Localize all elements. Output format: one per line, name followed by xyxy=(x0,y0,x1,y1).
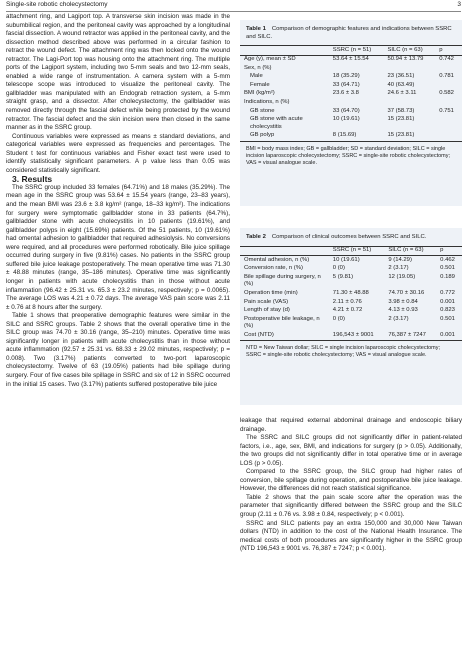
table-cell: 33 (64.71) xyxy=(332,81,360,88)
table-row xyxy=(240,132,462,141)
table-cell: 0.501 xyxy=(440,265,455,272)
table-cell xyxy=(435,81,462,90)
table-cell: 33 (64.70) xyxy=(332,107,360,114)
table-row xyxy=(240,116,462,132)
table-cell xyxy=(435,116,462,132)
table-cell: Female xyxy=(250,81,270,88)
table-row xyxy=(240,90,462,99)
table-cell: 0.781 xyxy=(439,73,454,80)
table-1-grid xyxy=(240,45,462,142)
table-row xyxy=(240,107,462,116)
table-label: Table 2 xyxy=(246,234,266,240)
table-cell: 4.13 ± 0.93 xyxy=(388,307,418,314)
table-cell: Bile spillage during surgery, n (%) xyxy=(244,273,321,288)
table-cell: 5 (9.81) xyxy=(332,273,354,280)
body-paragraph: attachment ring, and Lagiport top. A transverse skin incision was made in the subumbilical region, and the peritoneal cavity was approached by a longitudinal fascial dissection. A wound retractor was applied in the peritoneal cavity, and the dissection method described above was performed in a circular fashion to retract the wound defect. The attachment ring was then locked onto the wound retractor. The Lagi-Port top was housing onto the attachment ring. The multiple ports of the Lagiport system, including two 5-mm seals and two 12-mm seals, enabled a wide range of instrumentation. A camera system with a 5-mm telescope scope was introduced to visualize the peritoneal cavity. The gallbladder was manipulated with an Endograb retraction system, a 5-mm straight grasp, and a dissector. After cholecystectomy, the gallbladder was removed directly through the fascial defect while being protected by the wound retractor. The fascial defect and the skin incision were then closed in the same manner as in the SSRC group. xyxy=(6,13,230,132)
table-cell: 10 (19.61) xyxy=(332,256,360,263)
table-header-cell xyxy=(240,246,329,256)
table-row xyxy=(240,81,462,90)
table-cell: Omental adhesion, n (%) xyxy=(244,256,310,263)
table-cell: 0.462 xyxy=(440,256,455,263)
table-cell: 71.30 ± 48.88 xyxy=(332,289,369,296)
table-cell xyxy=(329,99,384,108)
table-row xyxy=(240,55,462,64)
table-header-cell: SILC (n = 63) xyxy=(388,247,424,253)
table-cell: 0.001 xyxy=(440,298,455,305)
table-cell: 2 (3.17) xyxy=(388,315,409,322)
table-cell: Operation time (min) xyxy=(244,289,298,296)
table-cell: 0.751 xyxy=(439,107,454,114)
section-heading: 3. Results xyxy=(12,174,53,185)
body-paragraph: The SSRC group included 33 females (64.71%) and 18 males (35.29%). The mean age in the SSRC group was 53.64 ± 15.54 years (range, 23–83 years), and the mean BMI was 23.6 ± 3.8 kg/m² (range, 18–33 kg/m²). The indications for surgery were symptomatic gallbladder stone in 33 patients (64.7%), gallbladder stone with acute cholecystitis in 10 patients (19.61%), and gallbladder polyps in eight (15.69%) patients. Of the 51 patients, 10 (19.61%) had omental adhesion to gallbladder that required adhesiolysis. No conversions were required, and all procedures were performed robotically. Bile juice spillage occurred during surgery in five (9.81%) cases. No patients in the SSRC group suffered bile juice leakage postoperatively. The mean operative time was 71.30 ± 48.88 minutes (range, 35–186 minutes). Operative time was significantly longer in patients with acute cholecystitis than in those without acute inflammation (96.42 ± 25.31 vs. 65.3 ± 23.2 minutes, respectively; p = 0.0065). The average LOS was 4.21 ± 0.72 days. The average VAS pain score was 2.11 ± 0.76 at 8 hours after the surgery. xyxy=(6,183,230,311)
table-cell xyxy=(329,64,384,73)
table-cell: 53.64 ± 15.54 xyxy=(332,56,369,63)
table-cell: 4.21 ± 0.72 xyxy=(332,307,363,314)
running-header xyxy=(6,1,461,12)
table-cell xyxy=(435,99,462,108)
table-cell: Indications, n (%) xyxy=(244,99,290,106)
left-column xyxy=(6,13,230,389)
table-cell: 15 (23.81) xyxy=(387,132,415,139)
table-cell: 12 (19.05) xyxy=(388,273,416,280)
body-paragraph: Table 2 shows that the pain scale score after the operation was the parameter that significantly differed between the SSRC group and the SILC group (2.11 ± 0.76 vs. 3.98 ± 0.84, respectively; p < 0.001). xyxy=(240,493,462,519)
table-footnote: NTD = New Taiwan dollar; SILC = single incision laparoscopic cholecystectomy; SSRC = single-site robotic cholecystectomy; VAS = visual analogue scale. xyxy=(246,345,441,359)
body-paragraph: SSRC and SILC patients pay an extra 150,000 and 30,000 New Taiwan dollars (NTD) in addition to the cost of the National Health Insurance. The medical costs of both procedures are significantly higher in the SSRC group (NTD 196,543 ± 9001 vs. 76,387 ± 7247; p < 0.001). xyxy=(240,519,462,553)
right-column xyxy=(240,417,462,554)
table-cell: Postoperative bile leakage, n (%) xyxy=(244,315,320,330)
table-row xyxy=(240,99,462,108)
table-header-cell xyxy=(240,46,329,56)
table-cell: 0 (0) xyxy=(332,315,345,322)
table-header-cell: SSRC (n = 51) xyxy=(332,247,372,253)
table-label: Table 1 xyxy=(246,26,266,32)
table-cell: 15 (23.81) xyxy=(387,116,415,123)
table-row xyxy=(240,331,462,340)
table-cell: 37 (58.73) xyxy=(387,107,415,114)
table-cell xyxy=(435,132,462,141)
table-cell: 50.94 ± 13.79 xyxy=(387,56,424,63)
body-paragraph: Continuous variables were expressed as means ± standard deviations, and categorical variables were expressed as frequencies and percentages. The Student t test for continuous variables and Fisher exact test were used to identify statistically significant parameters. A p value less than 0.05 was considered statistically significant. xyxy=(6,132,230,174)
table-cell: Male xyxy=(250,73,263,80)
table-cell: Age (y), mean ± SD xyxy=(244,56,296,63)
table-2 xyxy=(240,228,462,405)
body-paragraph: Table 1 shows that preoperative demographic features were similar in the SILC and SSRC groups. Table 2 shows that the overall operative time in the SILC group was 74.70 ± 30.16 (range, 35–210) minutes. Operative time was significantly longer in patients with acute cholecystitis than in those without acute inflammation (92.57 ± 25.31 vs. 68.33 ± 29.02 minutes, respectively; p = 0.008). Two (3.17%) patients converted to two-port laparoscopic cholecystectomy. Twelve of 63 (19.05%) patients had bile spillage during surgery. Four of five cases bile spillage in SSRC and six of 12 in SSRC occurred in the initial 15 cases. Two (3.17%) patients suffered postoperative bile juice xyxy=(6,312,230,388)
table-cell: 0.742 xyxy=(439,56,454,63)
table-row xyxy=(240,64,462,73)
table-row xyxy=(240,273,462,289)
body-paragraph: leakage that required external abdominal drainage and endoscopic biliary drainage. xyxy=(240,417,462,433)
table-caption-text: Comparison of clinical outcomes between SSRC and SILC. xyxy=(271,234,427,240)
table-cell xyxy=(435,64,462,73)
table-cell: 74.70 ± 30.16 xyxy=(388,289,425,296)
table-cell xyxy=(383,64,435,73)
table-cell: 2 (3.17) xyxy=(388,265,409,272)
table-1 xyxy=(240,20,462,206)
table-caption xyxy=(240,228,462,246)
table-cell: 2.11 ± 0.76 xyxy=(332,298,362,305)
table-row xyxy=(240,73,462,82)
table-footnote: BMI = body mass index; GB = gallbladder; SD = standard deviation; SILC = single incision laparoscopic cholecystectomy; SSRC = single-site robotic cholecystectomy; VAS = visual analogue scale. xyxy=(246,145,451,167)
table-row xyxy=(240,307,462,316)
table-header-cell: SSRC (n = 51) xyxy=(332,46,372,53)
table-cell: 9 (14.29) xyxy=(388,256,412,263)
table-cell: Length of stay (d) xyxy=(244,307,290,314)
table-row xyxy=(240,298,462,307)
table-cell: Pain scale (VAS) xyxy=(244,298,289,305)
table-cell: 40 (63.49) xyxy=(387,81,415,88)
table-row xyxy=(240,265,462,274)
page-number: 3 xyxy=(457,1,461,8)
table-caption xyxy=(240,20,462,45)
table-cell: GB polyp xyxy=(250,132,275,139)
table-cell: 18 (35.29) xyxy=(332,73,360,80)
table-header-row xyxy=(240,246,462,256)
table-cell: 23 (36.51) xyxy=(387,73,415,80)
table-cell: 196,543 ± 9001 xyxy=(332,331,374,338)
table-cell: 8 (15.69) xyxy=(332,132,357,139)
table-header-cell: p xyxy=(440,247,444,253)
table-cell: 0.582 xyxy=(439,90,454,97)
table-cell xyxy=(383,99,435,108)
body-paragraph: Compared to the SSRC group, the SILC group had higher rates of conversion, bile spillage during operation, and postoperative bile juice leakage. However, the differences did not reach statistical significance. xyxy=(240,468,462,493)
table-cell: 23.6 ± 3.8 xyxy=(332,90,359,97)
table-caption-text: Comparison of demographic features and indications between SSRC and SILC. xyxy=(246,26,452,40)
table-cell: Sex, n (%) xyxy=(244,64,272,71)
running-title: Single-site robotic cholecystectomy xyxy=(6,1,108,8)
table-cell: 0.772 xyxy=(440,289,455,296)
table-header-cell: SILC (n = 63) xyxy=(387,46,423,53)
body-paragraph: The SSRC and SILC groups did not significantly differ in patient-related factors, i.e., age, sex, BMI, and indications for surgery (p > 0.05). Additionally, the two groups did not significantly differ in total operative time or in average LOS (p > 0.05). xyxy=(240,434,462,467)
table-cell: 0.189 xyxy=(440,273,455,280)
table-cell: 0 (0) xyxy=(332,265,345,272)
table-cell: Cost (NTD) xyxy=(244,331,274,338)
table-cell: 24.6 ± 3.11 xyxy=(387,90,417,97)
table-cell: 0.001 xyxy=(440,331,455,338)
table-cell: 0.823 xyxy=(440,307,455,314)
table-2-grid xyxy=(240,246,462,342)
table-cell: 76,387 ± 7247 xyxy=(388,331,426,338)
table-cell: 0.501 xyxy=(440,315,455,322)
table-row xyxy=(240,289,462,298)
table-header-row xyxy=(240,46,462,56)
table-cell: GB stone with acute cholecystitis xyxy=(250,116,303,130)
table-row xyxy=(240,256,462,265)
table-cell: 10 (19.61) xyxy=(332,116,360,123)
table-cell: GB stone xyxy=(250,107,275,114)
table-cell: BMI (kg/m²) xyxy=(244,90,275,97)
table-cell: Conversion rate, n (%) xyxy=(244,265,303,272)
table-header-cell: p xyxy=(439,46,443,53)
table-row xyxy=(240,315,462,331)
table-cell: 3.98 ± 0.84 xyxy=(388,298,418,305)
